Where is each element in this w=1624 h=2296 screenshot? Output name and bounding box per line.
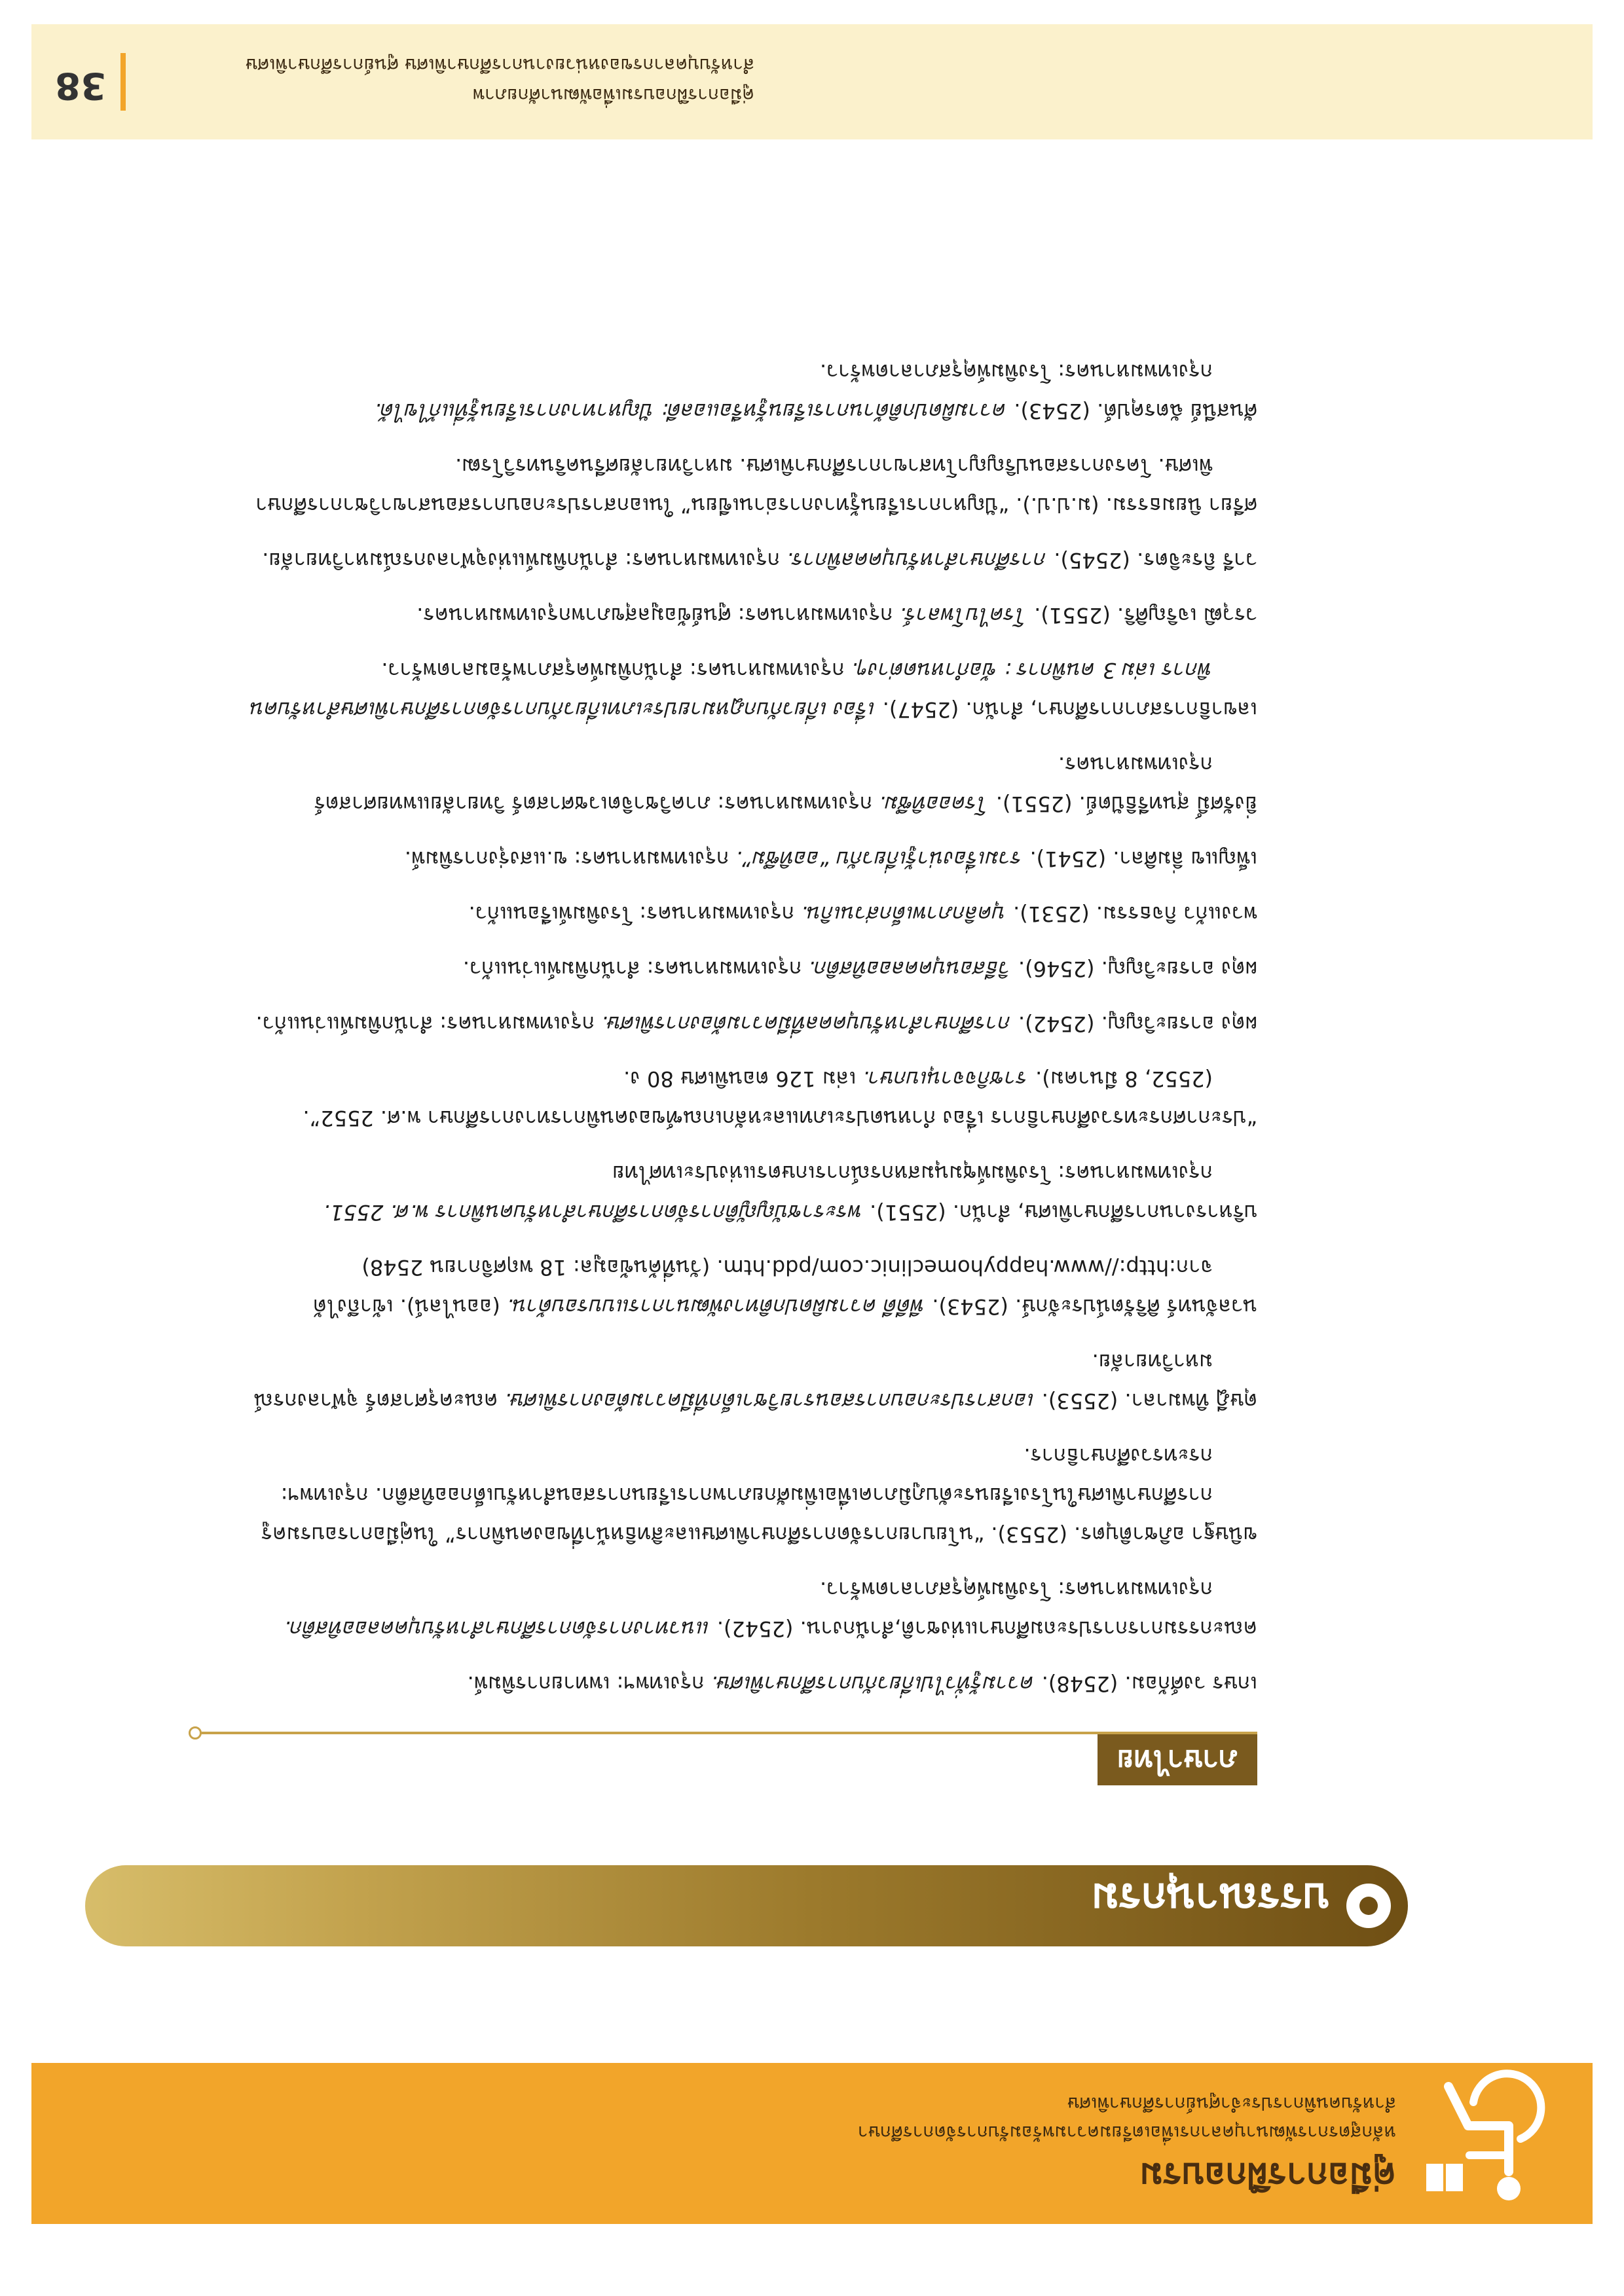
reference-item <box>236 1059 1257 1138</box>
reference-publisher: กรุงเทพมหานคร: ศูนย์ข้อมูลสุขภาพกรุงเทพมหานคร. <box>416 603 893 628</box>
reference-author: ขนิษฐา อภิชาติบุตร. (2553). <box>991 1522 1257 1547</box>
chapter-title: บรรณานุกรม <box>1091 1874 1329 1922</box>
bullet-circle-icon <box>1346 1884 1391 1928</box>
reference-publisher: “ปัญหาการเรียนรู้ทางการอ่านเขียน” ในเอกสารประกอบการสอนสาขาวิชาการศึกษาพิเศษ. โครงการสอนปริญญาโทสาขาการศึกษาพิเศษ. มหาวิทยาลัยศรีนครินทรวิโรฒ. <box>255 454 1213 518</box>
reference-title: ความรู้ทั่วไปเกี่ยวกับการศึกษาพิเศษ. <box>710 1671 1035 1696</box>
reference-title: พีดีดี ความผิดปกติทางพัฒนาการแบบรอบด้าน. <box>507 1294 926 1319</box>
reference-item <box>236 651 1257 729</box>
footer-band <box>31 24 1593 139</box>
footer-divider <box>120 53 126 111</box>
reference-author: ดุษฎี ทิพมาลา. (2553). <box>1041 1389 1257 1413</box>
reference-title: เอกสารประกอบการสอนรายวิชาเด็กที่มีความต้องการพิเศษ. <box>504 1389 1035 1413</box>
reference-title: โรคออทิซึม. <box>879 792 989 816</box>
reference-item <box>236 596 1257 635</box>
reference-item <box>236 839 1257 879</box>
page-number: 38 <box>55 64 106 107</box>
reference-author: เกษร วงศ์ก้อม. (2548). <box>1041 1671 1257 1696</box>
reference-title: ความผิดปกติด้านการเรียนรู้หรือแอลดี: ปัญหาทางการเรียนรู้ที่แก้ไขได้. <box>375 399 1008 424</box>
reference-item <box>236 541 1257 580</box>
reference-item <box>236 745 1257 824</box>
reference-author: ศันสนีย์ ฉัตรคุปต์. (2543). <box>1014 399 1257 424</box>
reference-author: เพ็ญแข ลิ่มศิลา. (2541). <box>1029 847 1257 871</box>
reference-title: พระราชบัญญัติการจัดการศึกษาสำหรับคนพิการ พ.ศ. 2551. <box>323 1200 863 1225</box>
reference-author: ผดุง อารยะวิญญู. (2546). <box>1018 957 1257 981</box>
reference-title: การศึกษาสำหรับบุคคลพิการ. <box>786 548 1048 573</box>
header-subtitle-line1: หลักสูตรการพัฒนาบุคลากรเพื่อเตรียมความพร้อมรับการจัดการศึกษา <box>857 2122 1396 2143</box>
reference-item <box>236 949 1257 989</box>
reference-author: คณะกรรมการการประถมศึกษาแห่งชาติ,สำนักงาน. (2542). <box>716 1616 1257 1641</box>
reference-item <box>236 446 1257 525</box>
header-subtitle-line2: สำหรับคนพิการประจำศูนย์การศึกษาพิเศษ <box>1067 2093 1396 2115</box>
reference-publisher: กรุงเทพมหานคร: สำนักพิมพ์แว่นแก้ว. <box>255 1011 595 1036</box>
reference-title: รวมเรื่องน่ารู้เกี่ยวกับ “ออทิซึม”. <box>735 847 1024 871</box>
reference-publisher: กรุงเทพมหานคร: โรงพิมพ์คุรุสภาลาดพร้าว. <box>819 359 1213 384</box>
reference-item <box>236 1154 1257 1232</box>
section-label: ภาษาไทย <box>1098 1734 1257 1785</box>
reference-item <box>236 1436 1257 1554</box>
reference-publisher: กรุงเทพมหานคร: สำนักพิมพ์แว่นแก้ว. <box>462 957 802 981</box>
reference-title: บุคลิกภาพเด็กส่วนเกิน. <box>801 902 1006 926</box>
reference-publisher: กรุงเทพมหานคร: โรงพิมพ์ชุมนุมสหกรณ์การเกษตรแห่งประเทศไทย <box>612 1161 1213 1186</box>
reference-item <box>236 1570 1257 1649</box>
reference-publisher: กรุงเทพมหานคร: โรงพิมพ์คุรุสภาลาดพร้าว. <box>819 1577 1213 1602</box>
reference-author: ศรียา นิยมธรรม. (ม.ป.ป.). <box>1016 493 1257 518</box>
reference-item <box>236 1664 1257 1704</box>
reference-publisher: “นโยบายการจัดการศึกษาพิเศษและสิทธิหน้าที่ของคนพิการ” ในคู่มือการอบรมครูการศึกษาพิเศษในโรงเรียนระดับภูมิภาคเพื่อเพิ่มศักยภาพการเรียนการสอนสำหรับเด็กออทิสติก. กรุงเทพฯ: กระทรวงศึกษาธิการ. <box>261 1444 1213 1547</box>
reference-publisher: คณะครุศาสตร์ จุฬาลงกรณ์มหาวิทยาลัย. <box>253 1349 1213 1413</box>
wheelchair-book-icon <box>1416 2069 1547 2217</box>
reference-publisher: (ออนไลน์). เข้าถึงได้จาก:http://www.happyhomeclinic.com/pdd.htm. (วันที่ค้นข้อมูล: 18 พฤศจิกายน 2548) <box>313 1255 1213 1319</box>
reference-publisher: กรุงเทพมหานคร: สำนักพิมพ์แห่งจุฬาลงกรณ์มหาวิทยาลัย. <box>262 548 781 573</box>
section-divider <box>196 1732 1257 1734</box>
reference-publisher: กรุงเทพฯ: เพทายการพิมพ์. <box>467 1671 705 1696</box>
reference-publisher: กรุงเทพมหานคร: สำนักพิมพ์ครุสภาพร้อมลาดพร้าว. <box>381 658 845 683</box>
chapter-banner <box>85 1865 1408 1946</box>
reference-item <box>236 1004 1257 1044</box>
header-title: คู่มือการฝึกอบรม <box>1139 2155 1396 2196</box>
reference-item <box>236 1248 1257 1326</box>
reference-item <box>236 1342 1257 1421</box>
reference-title: การศึกษาสำหรับบุคคลที่มีความต้องการพิเศษ. <box>601 1011 1012 1036</box>
footer-line2: สำหรับบุคลากรของหน่วยงานการศึกษาพิเศษ ศูนย์การศึกษาพิเศษ <box>245 54 754 76</box>
reference-publisher: กรุงเทพมหานคร: ข.แสงรุ่งการพิมพ์. <box>404 847 729 871</box>
reference-title: ราชกิจจานุเบกษา. <box>862 1066 1029 1091</box>
reference-item <box>236 352 1257 431</box>
divider-end-dot <box>189 1726 202 1740</box>
reference-author: ผดุง อารยะวิญญู. (2542). <box>1018 1011 1257 1036</box>
reference-author: นวลจันทร์ ศิริรัตน์ประจักษ์. (2543). <box>932 1294 1257 1319</box>
reference-publisher: เล่ม 126 ตอนพิเศษ 80 ง. <box>623 1066 857 1091</box>
reference-item <box>236 894 1257 934</box>
reference-author: ยิ่งรัศมิ์ สุนทรีธิปัตย์. (2551). <box>995 792 1257 816</box>
reference-title: แนวทางการจัดการศึกษาสำหรับบุคคลออทิสติก. <box>284 1616 710 1641</box>
reference-author: วารี ถิระจิตร. (2545). <box>1054 548 1257 573</box>
reference-title: โรคไบโพลาร์. <box>899 603 1028 628</box>
reference-author: บริหารงานการศึกษาพิเศษ, สำนัก. (2551). <box>870 1200 1257 1225</box>
reference-list <box>236 337 1257 1704</box>
reference-author: “ประกาศกระทรวงศึกษาธิการ เรื่อง กำหนดประเภทและหลักเกณฑ์ของคนพิการทางการศึกษา พ.ศ. 2552”. (2552, 8 มีนาคม). <box>303 1066 1257 1131</box>
reference-author: พวงแก้ว กิจธรรม. (2531). <box>1013 902 1257 926</box>
reference-publisher: กรุงเทพมหานคร: โรงพิมพ์เรือนแก้ว. <box>468 902 795 926</box>
reference-author: เลขาธิการสภาการศึกษา, สำนัก. (2547). <box>882 697 1257 722</box>
reference-title: เรื่อง เกี่ยวกับกฎหมายประเภทเกี่ยวกับการจัดการศึกษาพิเศษสำหรับคนพิการ เล่ม 3 คนพิการ : ข้อกำหนดต่างๆ. <box>251 658 1213 722</box>
reference-author: วรวุฒิ เจริญศิริ. (2551). <box>1034 603 1257 628</box>
reference-title: วิธีสอนบุคคลออทิสติก. <box>808 957 1012 981</box>
header-band <box>31 2063 1593 2224</box>
footer-line1: คู่มือการฝึกอบรมเพื่อพัฒนาศักยภาพ <box>472 84 754 106</box>
reference-publisher: กรุงเทพมหานคร: ภาควิชาจิตเวชศาสตร์ วิทยาลัยแพทยศาสตร์กรุงเทพมหานคร. <box>314 752 1213 816</box>
